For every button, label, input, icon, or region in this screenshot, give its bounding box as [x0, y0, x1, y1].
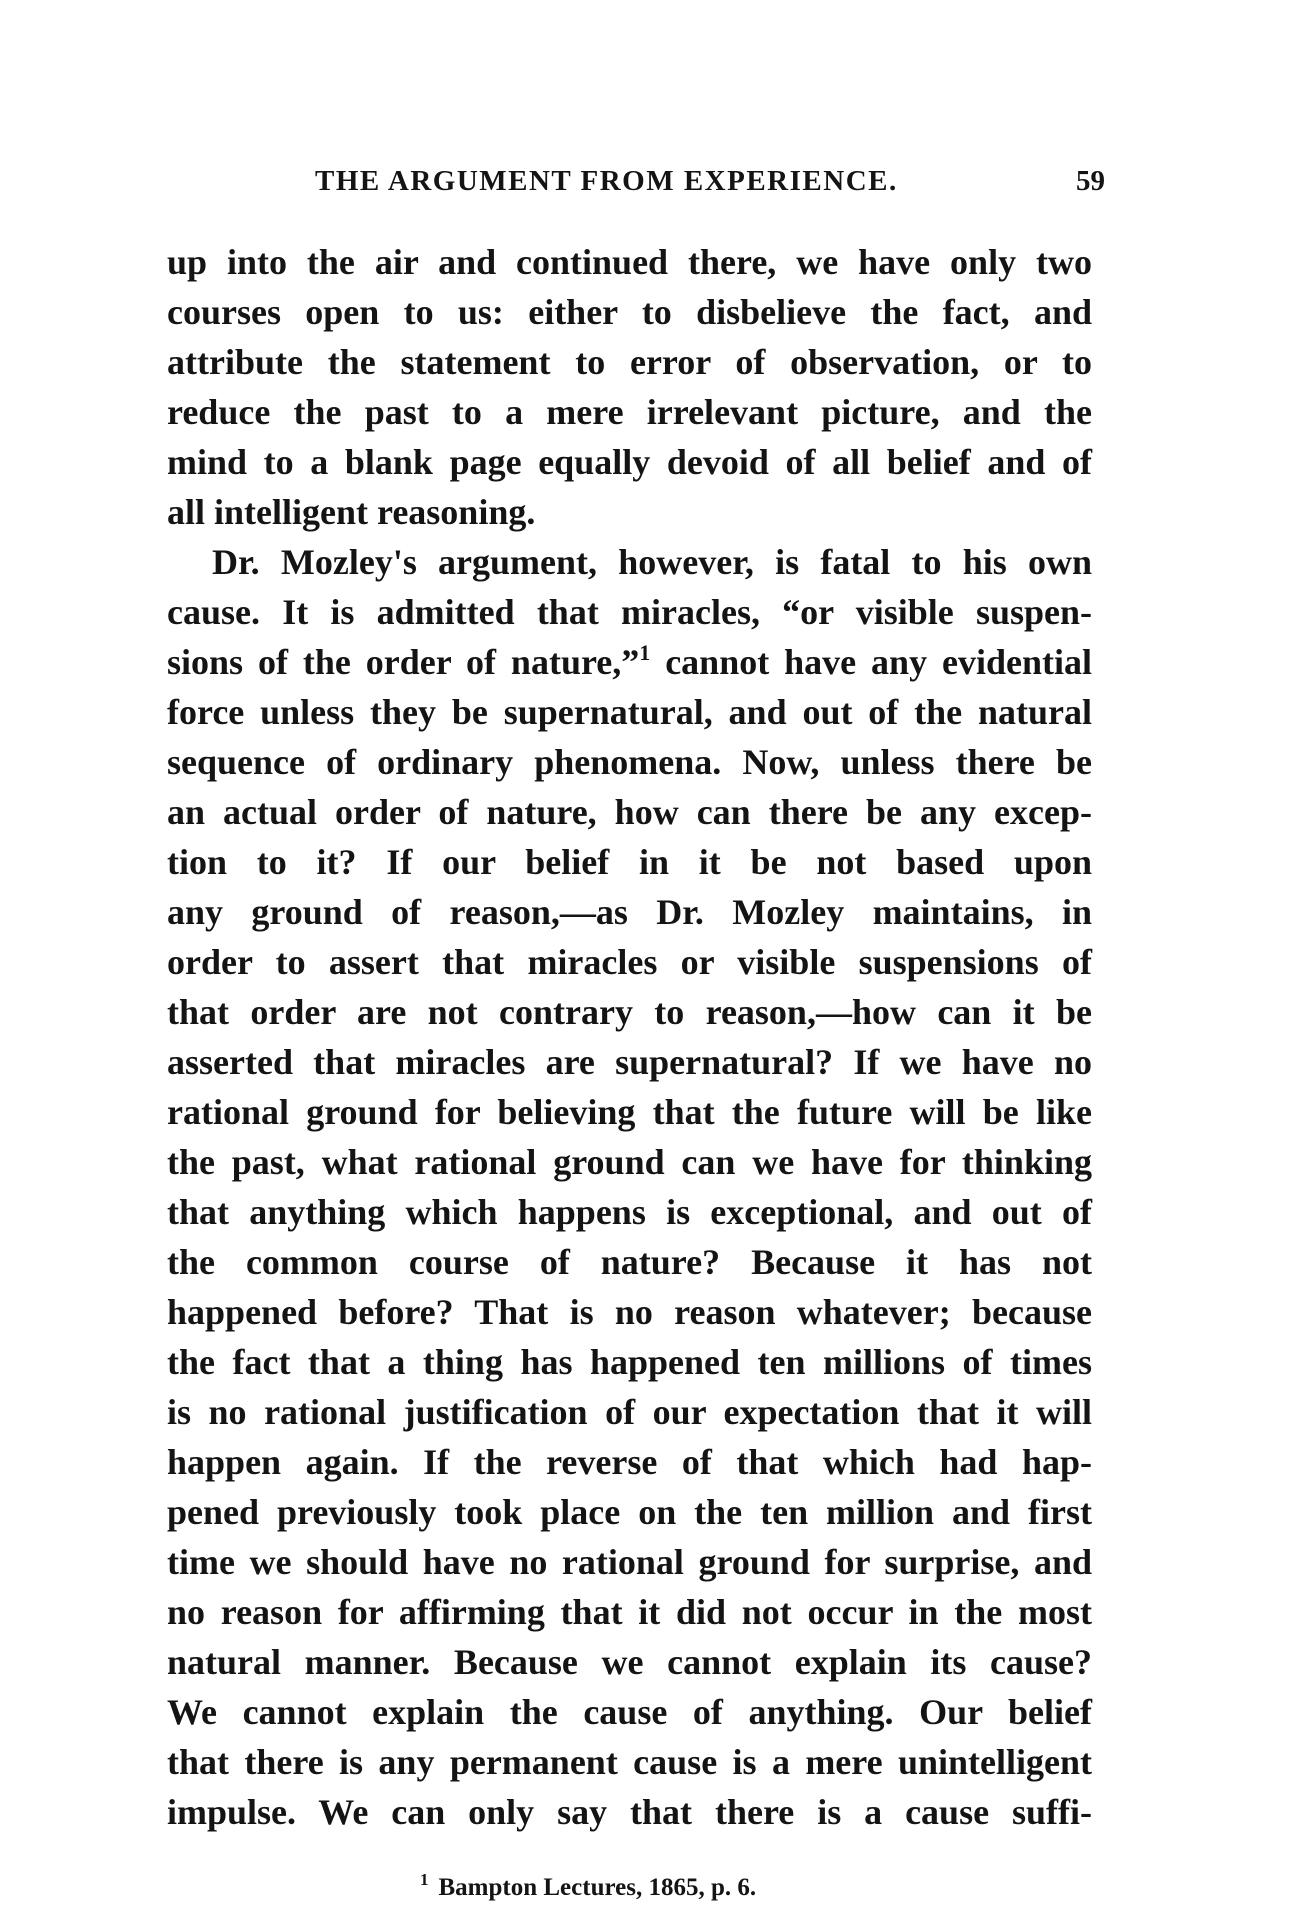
text-line: order to assert that miracles or visible suspensions of [167, 942, 1092, 982]
text-line: impulse. We can only say that there is a cause suffi- [167, 1792, 1092, 1832]
text-segment: sions of the order of nature,” [167, 642, 640, 682]
text-line: all intelligent reasoning. [167, 492, 536, 532]
running-head-title: THE ARGUMENT FROM EXPERIENCE. [315, 165, 898, 197]
text-line-with-note [167, 637, 1092, 687]
text-line: happen again. If the reverse of that which had hap- [167, 1442, 1092, 1482]
text-line: the fact that a thing has happened ten millions of times [167, 1342, 1092, 1382]
footnote-reference: 1 [639, 640, 651, 665]
text-line: pened previously took place on the ten million and first [167, 1492, 1092, 1532]
text-line: that order are not contrary to reason,—how can it be [167, 992, 1092, 1032]
text-line: courses open to us: either to disbelieve the fact, and [167, 292, 1092, 332]
text-line: tion to it? If our belief in it be not based upon [167, 842, 1092, 882]
paragraph-2-continued [167, 687, 1092, 1837]
text-line: natural manner. Because we cannot explain its cause? [167, 1642, 1092, 1682]
text-line: reduce the past to a mere irrelevant picture, and the [167, 392, 1092, 432]
page-number: 59 [1076, 165, 1105, 197]
footnote-marker: 1 [420, 1870, 429, 1889]
text-line: We cannot explain the cause of anything. Our belief [167, 1692, 1092, 1732]
text-line: that anything which happens is exceptional, and out of [167, 1192, 1092, 1232]
text-line: an actual order of nature, how can there be any excep- [167, 792, 1092, 832]
text-line: up into the air and continued there, we have only two [167, 242, 1092, 282]
text-line: cause. It is admitted that miracles, “or visible suspen- [167, 592, 1092, 632]
text-line: any ground of reason,—as Dr. Mozley maintains, in [167, 892, 1092, 932]
text-line: force unless they be supernatural, and out of the natural [167, 692, 1092, 732]
text-segment: cannot have any evidential [650, 642, 1093, 682]
text-line: the past, what rational ground can we have for thinking [167, 1142, 1092, 1182]
footnote [420, 1870, 756, 1902]
text-line: mind to a blank page equally devoid of all belief and of [167, 442, 1092, 482]
text-line: rational ground for believing that the future will be like [167, 1092, 1092, 1132]
body-text [167, 237, 1092, 1837]
running-head [315, 165, 1105, 205]
text-line: happened before? That is no reason whatever; because [167, 1292, 1092, 1332]
text-line: sequence of ordinary phenomena. Now, unless there be [167, 742, 1092, 782]
text-line: is no rational justification of our expectation that it will [167, 1392, 1092, 1432]
paragraph-1 [167, 237, 1092, 537]
text-line: the common course of nature? Because it has not [167, 1242, 1092, 1282]
text-line: attribute the statement to error of observation, or to [167, 342, 1092, 382]
text-line: no reason for affirming that it did not occur in the most [167, 1592, 1092, 1632]
footnote-text: Bampton Lectures, 1865, p. 6. [438, 1874, 757, 1901]
text-line: time we should have no rational ground for surprise, and [167, 1542, 1092, 1582]
text-line: that there is any permanent cause is a mere unintelligent [167, 1742, 1092, 1782]
paragraph-2-first-line: Dr. Mozley's argument, however, is fatal to his own [212, 542, 1092, 582]
text-line: asserted that miracles are supernatural? If we have no [167, 1042, 1092, 1082]
